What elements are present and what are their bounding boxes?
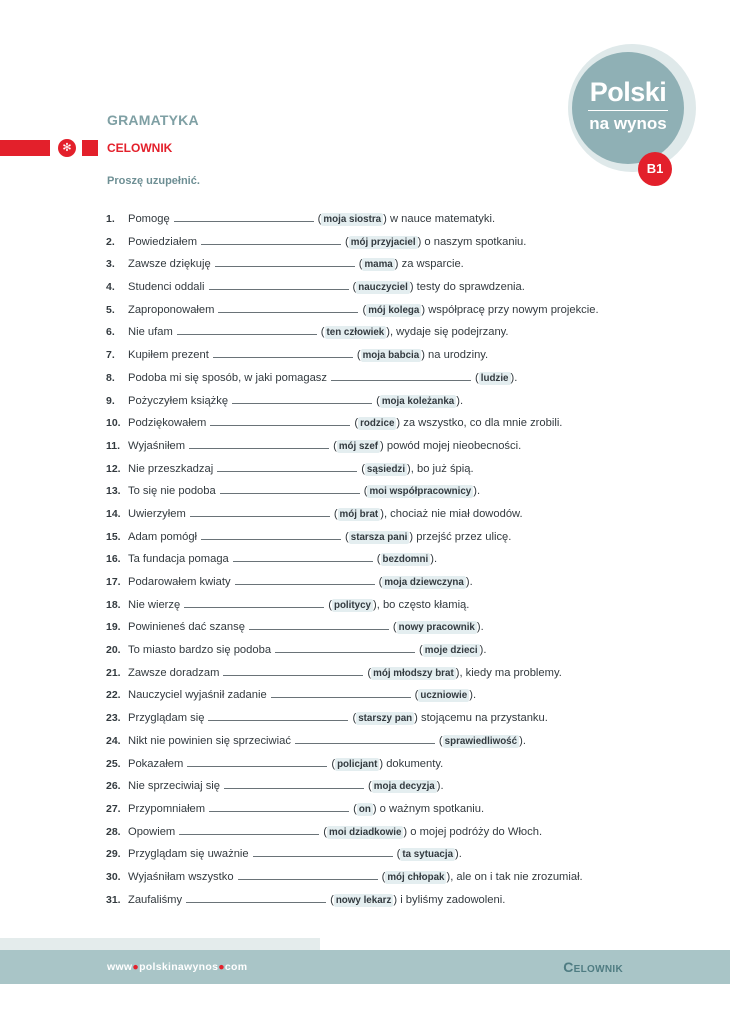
answer-blank[interactable] <box>235 575 375 585</box>
item-sentence: Przypomniałem ( on ) o ważnym spotkaniu. <box>128 802 485 815</box>
item-text-before: Pokazałem <box>128 757 184 770</box>
item-sentence: To miasto bardzo się podoba ( moje dzieci ). <box>128 644 487 657</box>
item-sentence: Pożyczyłem książkę ( moja koleżanka ). <box>128 394 464 407</box>
logo-subtitle: na wynos <box>589 114 667 133</box>
instruction: Proszę uzupełnić. <box>107 175 200 187</box>
logo-title: Polski <box>589 77 667 107</box>
item-text-after: , bo już śpią. <box>410 462 474 475</box>
item-number: 26. <box>106 780 121 793</box>
logo <box>572 52 684 164</box>
item-number: 15. <box>106 530 121 543</box>
item-hint: ta sytuacja <box>402 849 454 861</box>
item-sentence: Ta fundacja pomaga ( bezdomni ). <box>128 553 438 566</box>
item-text-before: Przypomniałem <box>128 802 206 815</box>
level-badge: B1 <box>638 152 672 186</box>
item-number: 2. <box>106 235 115 248</box>
item-number: 25. <box>106 757 121 770</box>
item-number: 3. <box>106 258 115 271</box>
item-number: 31. <box>106 893 121 906</box>
item-hint: mój młodszy brat <box>373 667 454 679</box>
item-sentence: Opowiem ( moi dziadkowie ) o mojej podróży do Włoch. <box>128 825 543 838</box>
topic-title: CELOWNIK <box>107 141 173 155</box>
item-text-before: Przyglądam się <box>128 712 205 725</box>
item-sentence: Powiedziałem ( mój przyjaciel ) o naszym spotkaniu. <box>128 235 527 248</box>
item-number: 18. <box>106 598 121 611</box>
answer-blank[interactable] <box>189 439 329 449</box>
item-number: 22. <box>106 689 121 702</box>
item-text-before: Przyglądam się uważnie <box>128 848 249 861</box>
item-hint: moja koleżanka <box>381 395 455 407</box>
item-sentence: Zawsze dziękuję ( mama ) za wsparcie. <box>128 258 464 271</box>
item-text-after: . <box>440 780 444 793</box>
item-number: 19. <box>106 621 121 634</box>
item-text-after: współpracę przy nowym projekcie. <box>425 303 599 316</box>
item-text-before: Nie sprzeciwiaj się <box>128 780 221 793</box>
answer-blank[interactable] <box>213 348 353 358</box>
item-text-after: na urodziny. <box>424 349 489 362</box>
item-text-before: Wyjaśniłam wszystko <box>128 870 234 883</box>
item-text-before: Pożyczyłem książkę <box>128 394 229 407</box>
item-text-before: To się nie podoba <box>128 485 216 498</box>
item-text-after: . <box>476 485 481 498</box>
item-text-before: Zawsze doradzam <box>128 666 220 679</box>
item-text-after: i byliśmy zadowoleni. <box>397 893 506 906</box>
item-hint: ten człowiek <box>326 327 385 339</box>
answer-blank[interactable] <box>187 757 327 767</box>
item-hint: nauczyciel <box>358 282 408 294</box>
item-text-after: za wszystko, co dla mnie zrobili. <box>400 417 563 430</box>
item-text-after: o ważnym spotkaniu. <box>376 802 485 815</box>
accent-square <box>82 140 98 156</box>
gear-icon: ✻ <box>58 139 76 157</box>
item-sentence: Pomogę ( moja siostra ) w nauce matematyki. <box>128 213 496 225</box>
item-text-before: Nikt nie powinien się sprzeciwiać <box>128 734 291 747</box>
item-text-before: Uwierzyłem <box>128 507 186 520</box>
answer-blank[interactable] <box>201 235 341 245</box>
answer-blank[interactable] <box>186 893 326 903</box>
item-number: 10. <box>106 417 121 430</box>
answer-blank[interactable] <box>174 212 314 222</box>
item-number: 8. <box>106 371 115 384</box>
item-sentence: To się nie podoba ( moi współpracownicy ). <box>128 485 481 498</box>
item-sentence: Adam pomógł ( starsza pani ) przejść przez ulicę. <box>128 530 512 543</box>
item-text-before: Ta fundacja pomaga <box>128 553 229 566</box>
answer-blank[interactable] <box>184 598 324 608</box>
item-hint: mój przyjaciel <box>350 236 416 248</box>
item-number: 17. <box>106 576 121 588</box>
item-hint: mama <box>364 259 393 271</box>
item-sentence: Podziękowałem ( rodzice ) za wszystko, co dla mnie zrobili. <box>128 417 563 430</box>
item-text-before: Podoba mi się sposób, w jaki pomagasz <box>128 371 327 384</box>
item-text-before: Nie ufam <box>128 326 173 339</box>
item-text-after: , bo często kłamią. <box>376 598 470 611</box>
item-text-after: powód mojej nieobecności. <box>383 439 522 452</box>
item-hint: mój kolega <box>368 304 420 316</box>
item-text-after: , chociaż nie miał dowodów. <box>383 507 523 520</box>
item-number: 20. <box>106 644 121 657</box>
url-prefix: www <box>107 961 133 973</box>
item-sentence: Podoba mi się sposób, w jaki pomagasz ( ludzie ). <box>128 371 518 384</box>
item-text-before: Wyjaśniłem <box>128 439 186 452</box>
item-hint: on <box>358 803 371 815</box>
item-text-after: . <box>480 621 484 634</box>
footer-accent <box>0 938 320 950</box>
answer-blank[interactable] <box>177 325 317 335</box>
item-number: 4. <box>106 281 115 294</box>
item-hint: politycy <box>333 599 371 611</box>
item-number: 16. <box>106 553 121 566</box>
item-sentence: Uwierzyłem ( mój brat ), chociaż nie miał dowodów. <box>128 507 523 520</box>
url-suffix: com <box>224 961 248 973</box>
answer-blank[interactable] <box>210 416 350 426</box>
item-text-before: To miasto bardzo się podoba <box>128 644 272 657</box>
answer-blank[interactable] <box>271 688 411 698</box>
item-number: 28. <box>106 825 121 838</box>
answer-blank[interactable] <box>249 620 389 630</box>
item-sentence: Nie wierzę ( politycy ), bo często kłamią. <box>128 598 470 611</box>
item-sentence: Podarowałem kwiaty ( moja dziewczyna ). <box>128 576 473 588</box>
item-sentence: Kupiłem prezent ( moja babcia ) na urodziny. <box>128 349 489 362</box>
item-hint: mój chłopak <box>387 871 445 883</box>
item-text-before: Podarowałem kwiaty <box>128 576 231 588</box>
item-text-before: Zaproponowałem <box>128 303 215 316</box>
item-sentence: Nie przeszkadzaj ( sąsiedzi ), bo już śpią. <box>128 462 474 475</box>
item-sentence: Wyjaśniłam wszystko ( mój chłopak ), ale on i tak nie zrozumiał. <box>128 870 583 883</box>
item-sentence: Nie sprzeciwiaj się ( moja decyzja ). <box>128 780 444 793</box>
answer-blank[interactable] <box>209 802 349 812</box>
item-hint: starsza pani <box>350 531 408 543</box>
item-sentence: Zaproponowałem ( mój kolega ) współpracę przy nowym projekcie. <box>128 303 599 316</box>
url-domain: polskinawynos <box>139 961 219 973</box>
item-sentence: Przyglądam się uważnie ( ta sytuacja ). <box>128 848 462 861</box>
item-text-before: Nauczyciel wyjaśnił zadanie <box>128 689 267 702</box>
item-text-after: . <box>522 734 526 747</box>
answer-blank[interactable] <box>208 711 348 721</box>
item-hint: rodzice <box>360 418 395 430</box>
item-text-after: , wydaje się podejrzany. <box>389 326 509 339</box>
answer-blank[interactable] <box>201 530 341 540</box>
item-text-before: Powiedziałem <box>128 235 198 248</box>
item-hint: moja siostra <box>323 214 382 225</box>
item-text-after: testy do sprawdzenia. <box>413 281 525 294</box>
item-number: 7. <box>106 349 115 362</box>
item-hint: bezdomni <box>382 554 429 566</box>
item-sentence: Przyglądam się ( starszy pan ) stojącemu na przystanku. <box>128 712 548 725</box>
item-number: 27. <box>106 802 121 815</box>
item-text-after: . <box>472 689 477 702</box>
item-text-after: . <box>459 394 464 407</box>
answer-blank[interactable] <box>232 394 372 404</box>
item-text-after: . <box>469 576 473 588</box>
item-hint: moja babcia <box>362 350 420 362</box>
item-hint: nowy lekarz <box>335 894 392 906</box>
answer-blank[interactable] <box>209 280 349 290</box>
answer-blank[interactable] <box>331 371 471 381</box>
item-hint: moja dziewczyna <box>384 577 464 588</box>
item-text-after: . <box>433 553 438 566</box>
item-text-after: . <box>514 371 518 384</box>
answer-blank[interactable] <box>223 666 363 676</box>
answer-blank[interactable] <box>253 847 393 857</box>
item-text-after: przejść przez ulicę. <box>413 530 512 543</box>
item-hint: moja decyzja <box>373 781 435 793</box>
item-number: 24. <box>106 734 121 747</box>
answer-blank[interactable] <box>295 734 435 744</box>
item-text-before: Kupiłem prezent <box>128 349 209 362</box>
item-hint: moi dziadkowie <box>329 826 402 838</box>
item-number: 1. <box>106 213 115 225</box>
item-hint: uczniowie <box>420 690 468 702</box>
answer-blank[interactable] <box>190 507 330 517</box>
item-text-after: o mojej podróży do Włoch. <box>407 825 543 838</box>
item-hint: ludzie <box>480 372 509 384</box>
item-hint: moje dzieci <box>424 645 478 657</box>
item-number: 12. <box>106 462 121 475</box>
item-text-after: , kiedy ma problemy. <box>459 666 562 679</box>
section-title: GRAMATYKA <box>107 112 199 128</box>
item-hint: starszy pan <box>358 713 413 725</box>
answer-blank[interactable] <box>233 552 373 562</box>
item-hint: nowy pracownik <box>398 622 475 634</box>
item-text-after: . <box>458 848 462 861</box>
item-number: 11. <box>106 439 121 452</box>
item-text-before: Opowiem <box>128 825 176 838</box>
item-hint: mój brat <box>339 508 379 520</box>
item-text-before: Zaufaliśmy <box>128 893 183 906</box>
item-hint: moi współpracownicy <box>369 486 472 498</box>
url-dot: ● <box>218 961 225 973</box>
item-text-before: Zawsze dziękuję <box>128 258 211 271</box>
item-text-after: dokumenty. <box>383 757 444 770</box>
footer <box>0 950 730 984</box>
footer-title: Celownik <box>563 959 623 975</box>
answer-blank[interactable] <box>275 643 415 653</box>
item-text-before: Podziękowałem <box>128 417 207 430</box>
answer-blank[interactable] <box>218 303 358 313</box>
item-number: 30. <box>106 870 121 883</box>
item-text-after: za wsparcie. <box>398 258 464 271</box>
item-text-before: Adam pomógł <box>128 530 198 543</box>
item-hint: sąsiedzi <box>366 463 406 475</box>
item-number: 13. <box>106 485 121 498</box>
answer-blank[interactable] <box>215 257 355 267</box>
item-text-before: Powinieneś dać szansę <box>128 621 245 634</box>
item-sentence: Nie ufam ( ten człowiek ), wydaje się podejrzany. <box>128 326 509 339</box>
item-hint: policjant <box>337 758 378 770</box>
item-sentence: Nauczyciel wyjaśnił zadanie ( uczniowie ). <box>128 689 477 702</box>
item-sentence: Nikt nie powinien się sprzeciwiać ( sprawiedliwość ). <box>128 734 526 747</box>
item-hint: sprawiedliwość <box>444 735 518 747</box>
item-text-after: w nauce matematyki. <box>386 213 496 225</box>
answer-blank[interactable] <box>217 462 357 472</box>
answer-blank[interactable] <box>224 779 364 789</box>
item-text-before: Nie przeszkadzaj <box>128 462 214 475</box>
item-number: 9. <box>106 394 115 407</box>
item-sentence: Powinieneś dać szansę ( nowy pracownik ). <box>128 621 484 634</box>
item-number: 23. <box>106 712 121 725</box>
item-sentence: Wyjaśniłem ( mój szef ) powód mojej nieobecności. <box>128 439 522 452</box>
item-number: 6. <box>106 326 115 339</box>
item-sentence: Zaufaliśmy ( nowy lekarz ) i byliśmy zadowoleni. <box>128 893 506 906</box>
item-hint: mój szef <box>338 440 379 452</box>
item-sentence: Studenci oddali ( nauczyciel ) testy do sprawdzenia. <box>128 281 525 294</box>
answer-blank[interactable] <box>238 870 378 880</box>
logo-divider <box>588 110 668 111</box>
item-text-before: Pomogę <box>128 213 170 225</box>
item-sentence: Pokazałem ( policjant ) dokumenty. <box>128 757 444 770</box>
answer-blank[interactable] <box>220 484 360 494</box>
item-text-after: . <box>483 644 487 657</box>
item-text-before: Studenci oddali <box>128 281 205 294</box>
item-number: 21. <box>106 666 121 679</box>
website-link[interactable] <box>107 961 247 973</box>
accent-bar <box>0 140 50 156</box>
item-text-after: , ale on i tak nie zrozumiał. <box>450 870 583 883</box>
item-text-before: Nie wierzę <box>128 598 181 611</box>
item-number: 29. <box>106 848 121 861</box>
item-number: 5. <box>106 303 115 316</box>
url-dot: ● <box>132 961 140 973</box>
item-number: 14. <box>106 507 121 520</box>
item-text-after: stojącemu na przystanku. <box>417 712 548 725</box>
item-sentence: Zawsze doradzam ( mój młodszy brat ), kiedy ma problemy. <box>128 666 562 679</box>
item-text-after: o naszym spotkaniu. <box>421 235 527 248</box>
answer-blank[interactable] <box>179 825 319 835</box>
